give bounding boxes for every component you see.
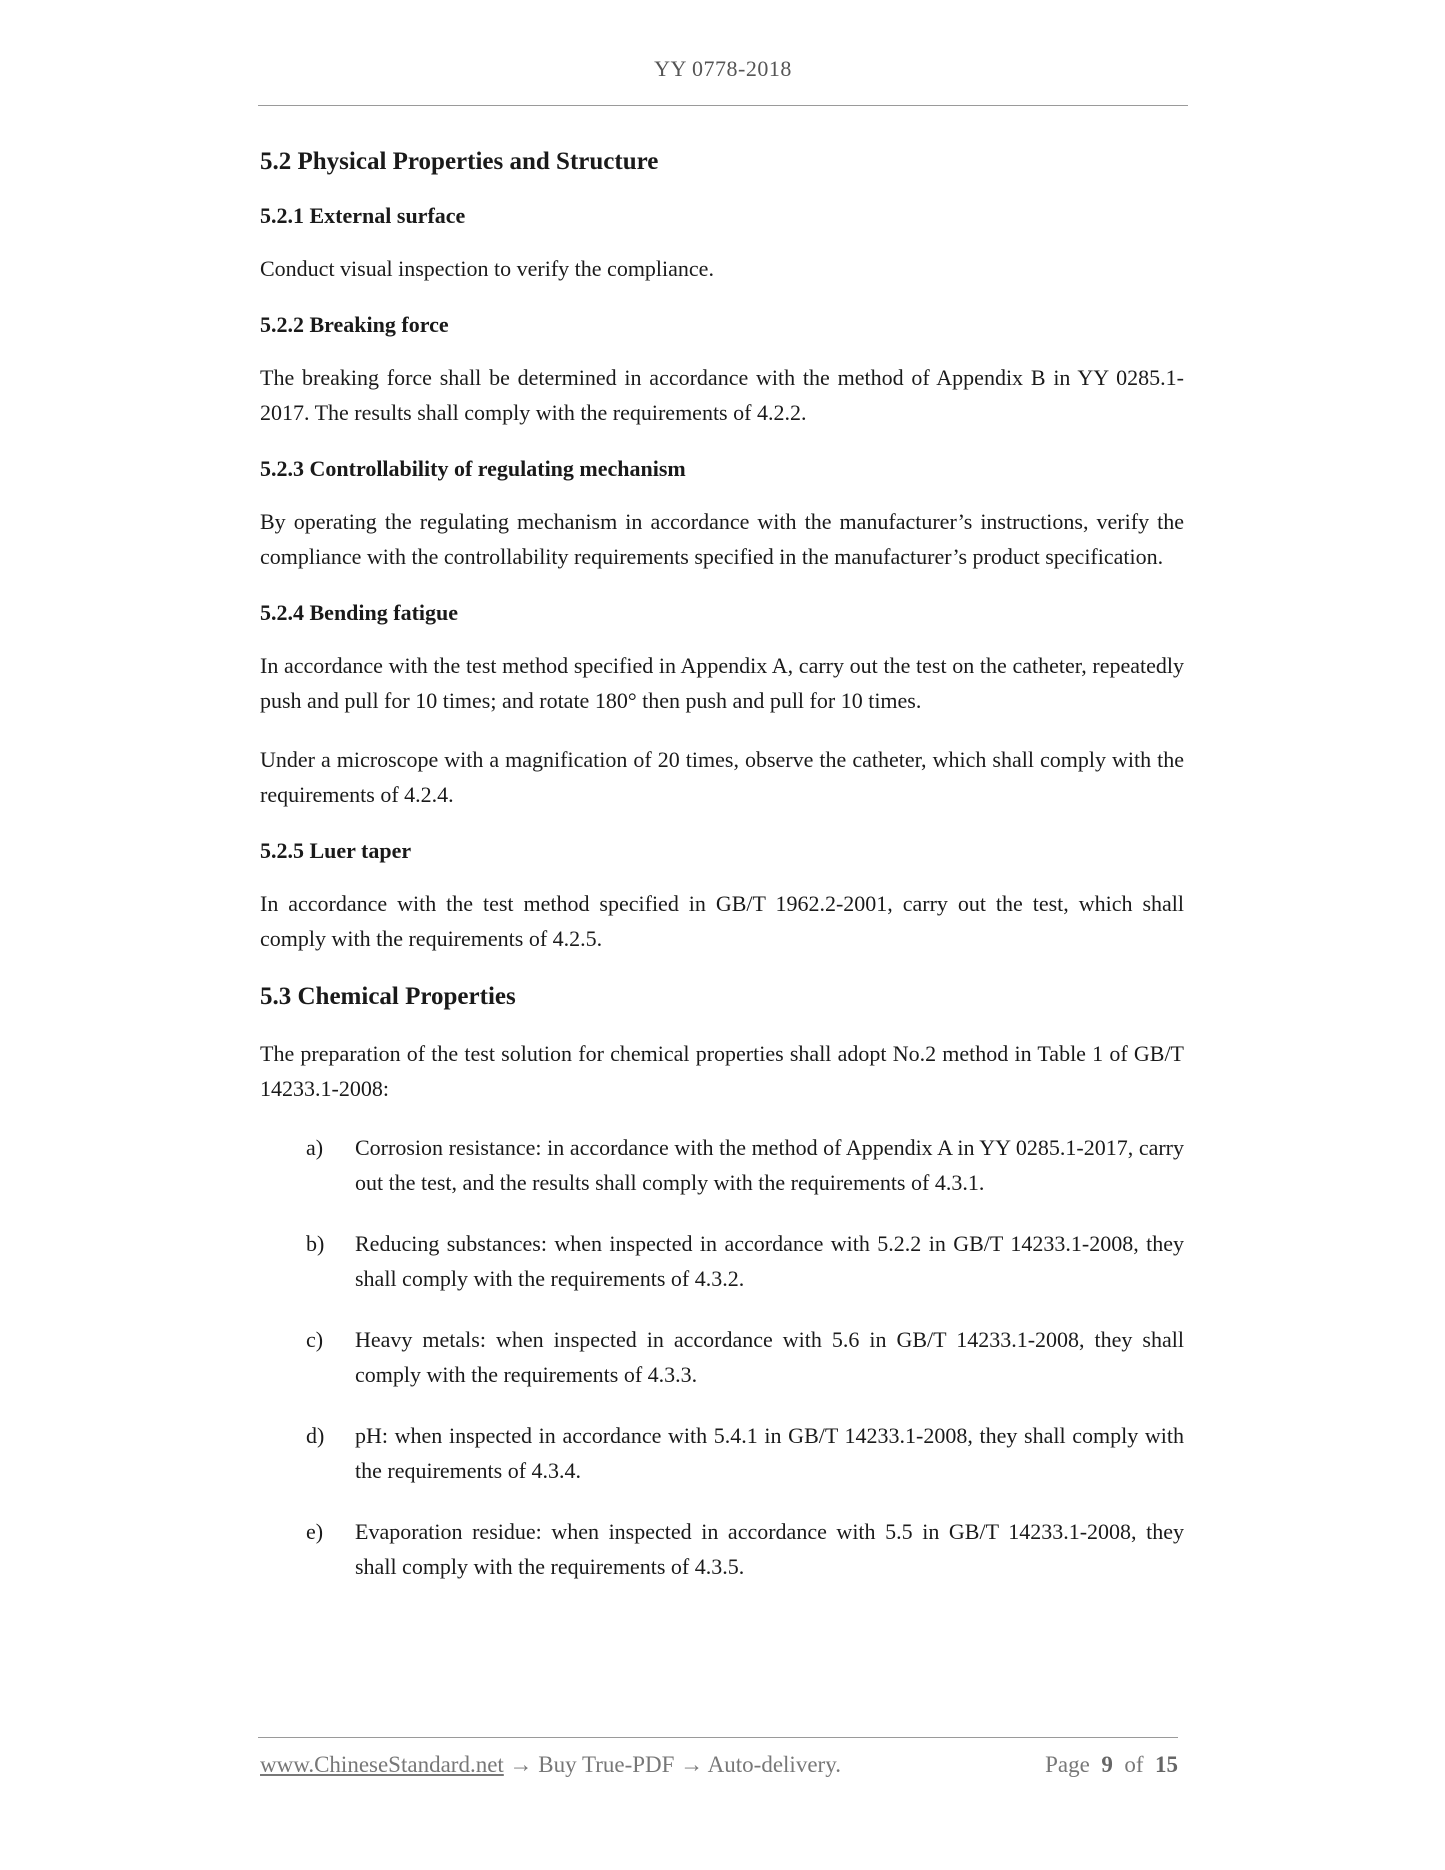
footer-divider: [258, 1737, 1178, 1738]
list-item: [260, 1514, 1184, 1584]
page-body: [260, 145, 1184, 1610]
list-item-marker: c): [306, 1327, 324, 1352]
header-divider: [258, 105, 1188, 106]
website-link[interactable]: www.ChineseStandard.net: [260, 1752, 504, 1777]
total-pages: 15: [1155, 1752, 1178, 1777]
list-item: [260, 1322, 1184, 1392]
section-5-2-4-text-2: Under a microscope with a magnification of 20 times, observe the catheter, which shall comply with the requirements of 4.2.4.: [260, 747, 1184, 807]
list-item-marker: b): [306, 1231, 325, 1256]
list-item-text: pH: when inspected in accordance with 5.4.1 in GB/T 14233.1-2008, they shall comply with the requirements of 4.3.4.: [355, 1423, 1184, 1483]
section-5-2-5-text: In accordance with the test method specified in GB/T 1962.2-2001, carry out the test, which shall comply with the requirements of 4.2.5.: [260, 891, 1184, 951]
buy-pdf-text: Buy True-PDF: [538, 1752, 675, 1777]
auto-delivery-text: Auto-delivery.: [707, 1752, 841, 1777]
list-item: [260, 1130, 1184, 1200]
list-item: [260, 1226, 1184, 1296]
list-item-text: Reducing substances: when inspected in accordance with 5.2.2 in GB/T 14233.1-2008, they shall comply with the requirements of 4.3.2.: [355, 1231, 1184, 1291]
section-5-2-4-title: 5.2.4 Bending fatigue: [260, 600, 459, 625]
page-label: Page: [1045, 1752, 1090, 1777]
section-5-2-5-title: 5.2.5 Luer taper: [260, 838, 412, 863]
running-header: YY 0778-2018: [654, 56, 792, 81]
section-5-2-1-text: Conduct visual inspection to verify the compliance.: [260, 256, 714, 281]
list-item-marker: d): [306, 1423, 325, 1448]
list-item-text: Corrosion resistance: in accordance with the method of Appendix A in YY 0285.1-2017, carry out the test, and the results shall comply with the requirements of 4.3.1.: [355, 1135, 1184, 1195]
section-5-2-1-title: 5.2.1 External surface: [260, 203, 466, 228]
list-item: [260, 1418, 1184, 1488]
page-number: [1045, 1752, 1178, 1778]
list-item-text: Heavy metals: when inspected in accordance with 5.6 in GB/T 14233.1-2008, they shall comply with the requirements of 4.3.3.: [355, 1327, 1184, 1387]
section-5-3-text: The preparation of the test solution for chemical properties shall adopt No.2 method in Table 1 of GB/T 14233.1-2008:: [260, 1041, 1184, 1101]
footer-promo: [260, 1752, 841, 1778]
section-5-2-3-title: 5.2.3 Controllability of regulating mechanism: [260, 456, 686, 481]
arrow-right-icon: →: [680, 1752, 704, 1777]
section-5-2-title: 5.2 Physical Properties and Structure: [260, 148, 659, 175]
list-item-text: Evaporation residue: when inspected in accordance with 5.5 in GB/T 14233.1-2008, they shall comply with the requirements of 4.3.5.: [355, 1519, 1184, 1579]
arrow-right-icon: →: [509, 1752, 533, 1777]
section-5-2-2-text: The breaking force shall be determined in accordance with the method of Appendix B in YY 0285.1-2017. The results shall comply with the requirements of 4.2.2.: [260, 365, 1184, 425]
list-item-marker: a): [306, 1135, 324, 1160]
list-item-marker: e): [306, 1519, 324, 1544]
section-5-3-title: 5.3 Chemical Properties: [260, 983, 516, 1010]
current-page: 9: [1101, 1752, 1113, 1777]
of-label: of: [1124, 1752, 1144, 1777]
chemical-properties-list: [260, 1130, 1184, 1584]
section-5-2-2-title: 5.2.2 Breaking force: [260, 312, 449, 337]
section-5-2-3-text: By operating the regulating mechanism in accordance with the manufacturer’s instructions, verify the compliance with the controllability requirements specified in the manufacturer’s product specification.: [260, 509, 1184, 569]
section-5-2-4-text-1: In accordance with the test method specified in Appendix A, carry out the test on the catheter, repeatedly push and pull for 10 times; and rotate 180° then push and pull for 10 times.: [260, 653, 1184, 713]
